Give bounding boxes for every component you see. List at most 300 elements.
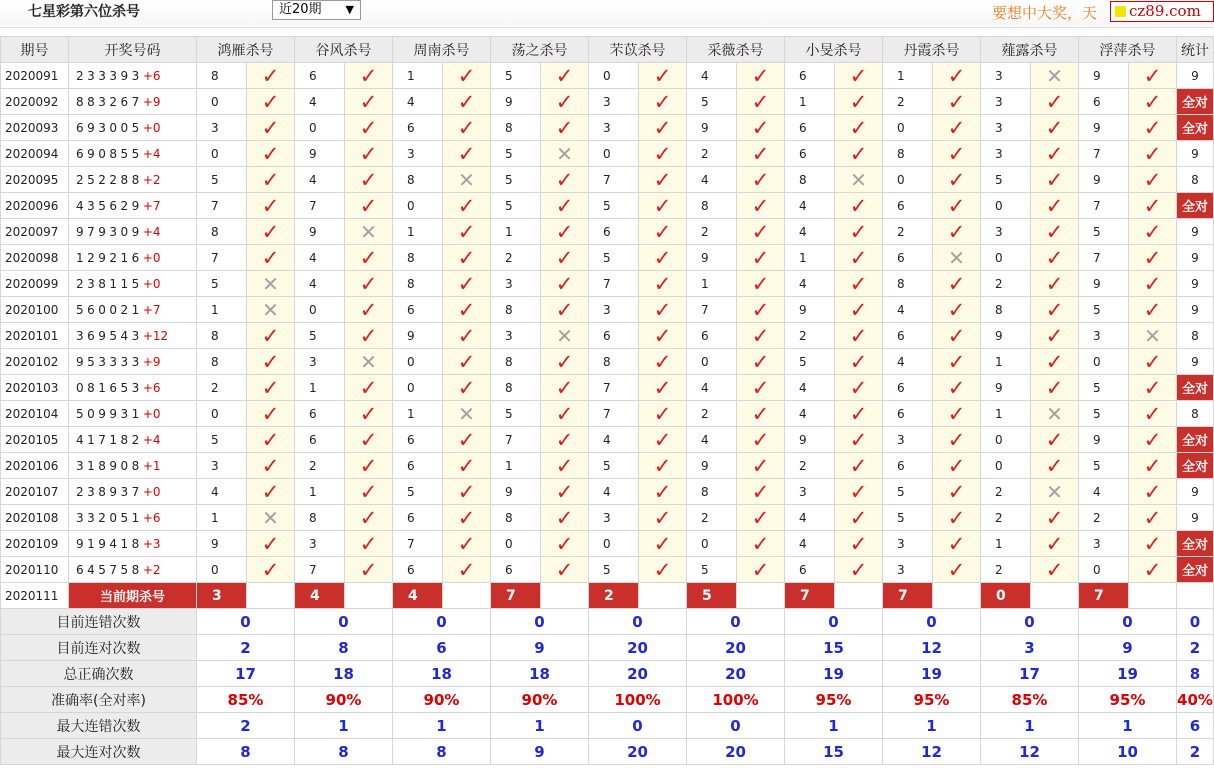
check-icon: ✓ bbox=[345, 505, 393, 531]
summary-label: 最大连错次数 bbox=[1, 713, 197, 739]
kill-value: 4 bbox=[687, 167, 737, 193]
col-header-expert: 周南杀号 bbox=[393, 37, 491, 63]
check-icon: ✓ bbox=[737, 193, 785, 219]
draw-numbers bbox=[69, 245, 197, 271]
check-icon: ✓ bbox=[639, 115, 687, 141]
summary-value: 0 bbox=[197, 609, 295, 635]
check-icon: ✓ bbox=[835, 323, 883, 349]
kill-value: 4 bbox=[687, 427, 737, 453]
draw-numbers bbox=[69, 479, 197, 505]
check-icon: ✓ bbox=[443, 531, 491, 557]
kill-value: 9 bbox=[1079, 63, 1129, 89]
check-icon: ✓ bbox=[1129, 427, 1177, 453]
draw-sum: +4 bbox=[142, 224, 161, 239]
summary-value: 20 bbox=[687, 739, 785, 765]
kill-value: 5 bbox=[1079, 297, 1129, 323]
summary-value: 85% bbox=[981, 687, 1079, 713]
summary-value: 17 bbox=[981, 661, 1079, 687]
check-icon: ✓ bbox=[639, 89, 687, 115]
col-header-expert: 小旻杀号 bbox=[785, 37, 883, 63]
table-row bbox=[1, 323, 1214, 349]
summary-row bbox=[1, 609, 1214, 635]
draw-digits: 238937 bbox=[76, 484, 143, 499]
draw-numbers bbox=[69, 531, 197, 557]
kill-value: 5 bbox=[981, 167, 1031, 193]
draw-numbers bbox=[69, 375, 197, 401]
summary-value: 0 bbox=[883, 609, 981, 635]
check-icon: ✓ bbox=[1129, 505, 1177, 531]
summary-value: 19 bbox=[883, 661, 981, 687]
cross-icon: ✕ bbox=[541, 141, 589, 167]
summary-row bbox=[1, 661, 1214, 687]
kill-value: 9 bbox=[1079, 167, 1129, 193]
kill-value: 5 bbox=[491, 193, 541, 219]
kill-value: 0 bbox=[393, 349, 443, 375]
kill-value: 8 bbox=[197, 63, 247, 89]
summary-value: 12 bbox=[981, 739, 1079, 765]
check-icon: ✓ bbox=[835, 297, 883, 323]
col-header-expert: 浮萍杀号 bbox=[1079, 37, 1177, 63]
kill-value: 5 bbox=[491, 167, 541, 193]
summary-label: 目前连错次数 bbox=[1, 609, 197, 635]
current-kill-spacer bbox=[247, 583, 295, 609]
check-icon: ✓ bbox=[639, 349, 687, 375]
check-icon: ✓ bbox=[247, 63, 295, 89]
check-icon: ✓ bbox=[247, 193, 295, 219]
check-icon: ✓ bbox=[1129, 531, 1177, 557]
kill-value: 7 bbox=[197, 245, 247, 271]
kill-value: 3 bbox=[589, 89, 639, 115]
kill-value: 2 bbox=[1079, 505, 1129, 531]
check-icon: ✓ bbox=[541, 427, 589, 453]
summary-value: 1 bbox=[393, 713, 491, 739]
summary-value: 9 bbox=[1079, 635, 1177, 661]
summary-stat-value: 2 bbox=[1177, 635, 1214, 661]
cross-icon: ✕ bbox=[247, 505, 295, 531]
kill-value: 2 bbox=[687, 401, 737, 427]
table-row bbox=[1, 505, 1214, 531]
table-row bbox=[1, 375, 1214, 401]
table-row bbox=[1, 427, 1214, 453]
current-kill-value: 7 bbox=[785, 583, 835, 609]
current-kill-value: 4 bbox=[295, 583, 345, 609]
summary-value: 19 bbox=[785, 661, 883, 687]
check-icon: ✓ bbox=[639, 63, 687, 89]
kill-value: 5 bbox=[197, 167, 247, 193]
kill-value: 3 bbox=[981, 141, 1031, 167]
kill-value: 0 bbox=[491, 531, 541, 557]
kill-value: 3 bbox=[785, 479, 835, 505]
kill-value: 3 bbox=[981, 63, 1031, 89]
check-icon: ✓ bbox=[1129, 141, 1177, 167]
kill-value: 4 bbox=[785, 375, 835, 401]
correct-count: 9 bbox=[1177, 505, 1214, 531]
check-icon: ✓ bbox=[443, 89, 491, 115]
issue-number: 2020103 bbox=[1, 375, 69, 401]
correct-count: 8 bbox=[1177, 167, 1214, 193]
kill-value: 3 bbox=[883, 427, 933, 453]
correct-count: 9 bbox=[1177, 479, 1214, 505]
draw-digits: 417182 bbox=[76, 432, 143, 447]
kill-value: 0 bbox=[883, 115, 933, 141]
kill-value: 4 bbox=[785, 505, 835, 531]
kill-value: 7 bbox=[197, 193, 247, 219]
summary-value: 0 bbox=[589, 713, 687, 739]
kill-value: 6 bbox=[687, 323, 737, 349]
kill-value: 0 bbox=[883, 167, 933, 193]
issue-number: 2020094 bbox=[1, 141, 69, 167]
check-icon: ✓ bbox=[835, 557, 883, 583]
check-icon: ✓ bbox=[1031, 375, 1079, 401]
summary-value: 3 bbox=[981, 635, 1079, 661]
kill-value: 2 bbox=[981, 271, 1031, 297]
kill-value: 2 bbox=[785, 323, 835, 349]
check-icon: ✓ bbox=[933, 219, 981, 245]
check-icon: ✓ bbox=[1129, 63, 1177, 89]
check-icon: ✓ bbox=[541, 505, 589, 531]
issue-number: 2020091 bbox=[1, 63, 69, 89]
draw-digits: 318908 bbox=[76, 458, 143, 473]
draw-sum: +6 bbox=[142, 380, 161, 395]
check-icon: ✓ bbox=[345, 245, 393, 271]
check-icon: ✓ bbox=[639, 245, 687, 271]
kill-value: 6 bbox=[393, 427, 443, 453]
table-row bbox=[1, 89, 1214, 115]
check-icon: ✓ bbox=[639, 531, 687, 557]
kill-value: 8 bbox=[295, 505, 345, 531]
kill-value: 2 bbox=[295, 453, 345, 479]
draw-sum: +0 bbox=[142, 120, 161, 135]
site-badge[interactable] bbox=[1110, 1, 1214, 22]
summary-value: 0 bbox=[491, 609, 589, 635]
kill-value: 7 bbox=[393, 531, 443, 557]
kill-value: 5 bbox=[295, 323, 345, 349]
check-icon: ✓ bbox=[639, 453, 687, 479]
kill-value: 1 bbox=[687, 271, 737, 297]
summary-value: 0 bbox=[687, 713, 785, 739]
current-kill-spacer bbox=[345, 583, 393, 609]
kill-value: 4 bbox=[785, 531, 835, 557]
kill-value: 2 bbox=[883, 89, 933, 115]
check-icon: ✓ bbox=[345, 557, 393, 583]
check-icon: ✓ bbox=[737, 245, 785, 271]
kill-value: 8 bbox=[491, 115, 541, 141]
check-icon: ✓ bbox=[541, 167, 589, 193]
kill-value: 1 bbox=[393, 219, 443, 245]
check-icon: ✓ bbox=[541, 271, 589, 297]
draw-digits: 509931 bbox=[76, 406, 143, 421]
kill-value: 8 bbox=[393, 245, 443, 271]
summary-value: 95% bbox=[1079, 687, 1177, 713]
check-icon: ✓ bbox=[933, 167, 981, 193]
check-icon: ✓ bbox=[443, 349, 491, 375]
kill-value: 4 bbox=[785, 193, 835, 219]
current-kill-value: 7 bbox=[883, 583, 933, 609]
check-icon: ✓ bbox=[933, 297, 981, 323]
issue-number: 2020106 bbox=[1, 453, 69, 479]
kill-value: 2 bbox=[687, 219, 737, 245]
kill-value: 1 bbox=[491, 453, 541, 479]
kill-value: 2 bbox=[981, 505, 1031, 531]
site-name: cz89.com bbox=[1129, 2, 1201, 20]
kill-value: 1 bbox=[981, 531, 1031, 557]
summary-row bbox=[1, 687, 1214, 713]
summary-value: 0 bbox=[981, 609, 1079, 635]
kill-value: 7 bbox=[589, 401, 639, 427]
kill-value: 5 bbox=[785, 349, 835, 375]
check-icon: ✓ bbox=[345, 531, 393, 557]
check-icon: ✓ bbox=[737, 115, 785, 141]
kill-value: 5 bbox=[687, 557, 737, 583]
kill-value: 8 bbox=[491, 349, 541, 375]
current-kill-label: 当前期杀号 bbox=[69, 583, 197, 609]
check-icon: ✓ bbox=[737, 505, 785, 531]
check-icon: ✓ bbox=[247, 531, 295, 557]
col-header-draw: 开奖号码 bbox=[69, 37, 197, 63]
check-icon: ✓ bbox=[933, 453, 981, 479]
check-icon: ✓ bbox=[1031, 505, 1079, 531]
issue-number: 2020109 bbox=[1, 531, 69, 557]
draw-sum: +7 bbox=[142, 302, 161, 317]
cross-icon: ✕ bbox=[247, 271, 295, 297]
draw-digits: 883267 bbox=[76, 94, 143, 109]
check-icon: ✓ bbox=[933, 323, 981, 349]
check-icon: ✓ bbox=[737, 297, 785, 323]
check-icon: ✓ bbox=[1031, 531, 1079, 557]
check-icon: ✓ bbox=[639, 219, 687, 245]
check-icon: ✓ bbox=[345, 323, 393, 349]
kill-value: 4 bbox=[883, 349, 933, 375]
summary-value: 0 bbox=[393, 609, 491, 635]
current-kill-value: 7 bbox=[1079, 583, 1129, 609]
kill-value: 6 bbox=[393, 297, 443, 323]
cross-icon: ✕ bbox=[933, 245, 981, 271]
check-icon: ✓ bbox=[443, 115, 491, 141]
check-icon: ✓ bbox=[933, 557, 981, 583]
kill-value: 0 bbox=[197, 89, 247, 115]
check-icon: ✓ bbox=[345, 115, 393, 141]
kill-value: 9 bbox=[295, 219, 345, 245]
check-icon: ✓ bbox=[835, 427, 883, 453]
cross-icon: ✕ bbox=[443, 167, 491, 193]
draw-sum: +2 bbox=[142, 562, 161, 577]
check-icon: ✓ bbox=[639, 193, 687, 219]
kill-value: 3 bbox=[1079, 323, 1129, 349]
check-icon: ✓ bbox=[345, 141, 393, 167]
kill-value: 9 bbox=[1079, 115, 1129, 141]
cross-icon: ✕ bbox=[345, 349, 393, 375]
summary-value: 90% bbox=[393, 687, 491, 713]
draw-digits: 435629 bbox=[76, 198, 143, 213]
summary-value: 95% bbox=[785, 687, 883, 713]
check-icon: ✓ bbox=[443, 427, 491, 453]
kill-value: 0 bbox=[1079, 557, 1129, 583]
draw-sum: +6 bbox=[142, 510, 161, 525]
cross-icon: ✕ bbox=[443, 401, 491, 427]
summary-stat-value: 8 bbox=[1177, 661, 1214, 687]
check-icon: ✓ bbox=[541, 531, 589, 557]
kill-value: 3 bbox=[393, 141, 443, 167]
check-icon: ✓ bbox=[639, 401, 687, 427]
col-header-expert: 谷风杀号 bbox=[295, 37, 393, 63]
all-correct-badge: 全对 bbox=[1177, 89, 1214, 115]
check-icon: ✓ bbox=[247, 479, 295, 505]
kill-value: 6 bbox=[883, 245, 933, 271]
kill-value: 6 bbox=[883, 453, 933, 479]
kill-value: 0 bbox=[197, 401, 247, 427]
issue-number: 2020105 bbox=[1, 427, 69, 453]
period-select[interactable] bbox=[272, 0, 361, 20]
kill-value: 5 bbox=[1079, 375, 1129, 401]
current-kill-spacer bbox=[1129, 583, 1177, 609]
cross-icon: ✕ bbox=[345, 219, 393, 245]
check-icon: ✓ bbox=[345, 375, 393, 401]
table-row bbox=[1, 193, 1214, 219]
check-icon: ✓ bbox=[737, 453, 785, 479]
check-icon: ✓ bbox=[1031, 453, 1079, 479]
check-icon: ✓ bbox=[835, 479, 883, 505]
kill-value: 7 bbox=[589, 167, 639, 193]
check-icon: ✓ bbox=[247, 453, 295, 479]
col-header-expert: 采薇杀号 bbox=[687, 37, 785, 63]
kill-value: 3 bbox=[589, 115, 639, 141]
kill-value: 6 bbox=[883, 323, 933, 349]
kill-value: 2 bbox=[785, 453, 835, 479]
kill-value: 8 bbox=[197, 219, 247, 245]
issue-number: 2020110 bbox=[1, 557, 69, 583]
draw-numbers bbox=[69, 349, 197, 375]
check-icon: ✓ bbox=[1129, 245, 1177, 271]
kill-value: 2 bbox=[687, 141, 737, 167]
check-icon: ✓ bbox=[541, 219, 589, 245]
kill-value: 9 bbox=[1079, 271, 1129, 297]
correct-count: 8 bbox=[1177, 401, 1214, 427]
summary-value: 15 bbox=[785, 635, 883, 661]
check-icon: ✓ bbox=[443, 375, 491, 401]
check-icon: ✓ bbox=[345, 479, 393, 505]
check-icon: ✓ bbox=[541, 401, 589, 427]
draw-sum: +4 bbox=[142, 146, 161, 161]
kill-value: 5 bbox=[589, 245, 639, 271]
kill-value: 5 bbox=[197, 271, 247, 297]
check-icon: ✓ bbox=[835, 193, 883, 219]
summary-value: 20 bbox=[589, 739, 687, 765]
current-kill-spacer bbox=[737, 583, 785, 609]
check-icon: ✓ bbox=[247, 167, 295, 193]
summary-row bbox=[1, 635, 1214, 661]
check-icon: ✓ bbox=[541, 63, 589, 89]
summary-value: 1 bbox=[1079, 713, 1177, 739]
kill-value: 8 bbox=[687, 193, 737, 219]
correct-count: 9 bbox=[1177, 219, 1214, 245]
check-icon: ✓ bbox=[639, 167, 687, 193]
current-kill-spacer bbox=[933, 583, 981, 609]
check-icon: ✓ bbox=[443, 557, 491, 583]
kill-value: 8 bbox=[687, 479, 737, 505]
check-icon: ✓ bbox=[639, 271, 687, 297]
current-kill-value: 5 bbox=[687, 583, 737, 609]
kill-value: 0 bbox=[295, 297, 345, 323]
check-icon: ✓ bbox=[933, 505, 981, 531]
table-header-row bbox=[1, 37, 1214, 63]
current-kill-spacer bbox=[1031, 583, 1079, 609]
summary-value: 18 bbox=[295, 661, 393, 687]
issue-number: 2020096 bbox=[1, 193, 69, 219]
kill-value: 3 bbox=[491, 271, 541, 297]
kill-value: 1 bbox=[197, 505, 247, 531]
check-icon: ✓ bbox=[443, 453, 491, 479]
check-icon: ✓ bbox=[541, 115, 589, 141]
kill-value: 6 bbox=[589, 219, 639, 245]
all-correct-badge: 全对 bbox=[1177, 531, 1214, 557]
kill-value: 8 bbox=[785, 167, 835, 193]
kill-value: 1 bbox=[491, 219, 541, 245]
kill-value: 4 bbox=[785, 271, 835, 297]
kill-value: 3 bbox=[981, 219, 1031, 245]
kill-value: 6 bbox=[393, 453, 443, 479]
kill-value: 6 bbox=[295, 401, 345, 427]
check-icon: ✓ bbox=[541, 453, 589, 479]
current-kill-spacer bbox=[443, 583, 491, 609]
check-icon: ✓ bbox=[737, 219, 785, 245]
summary-row bbox=[1, 739, 1214, 765]
current-period-row bbox=[1, 583, 1214, 609]
kill-value: 4 bbox=[687, 63, 737, 89]
cross-icon: ✕ bbox=[835, 167, 883, 193]
check-icon: ✓ bbox=[737, 63, 785, 89]
draw-digits: 369543 bbox=[76, 328, 143, 343]
summary-value: 20 bbox=[589, 661, 687, 687]
table-row bbox=[1, 219, 1214, 245]
current-kill-spacer bbox=[541, 583, 589, 609]
logo-square-icon bbox=[1115, 6, 1126, 17]
check-icon: ✓ bbox=[1129, 375, 1177, 401]
kill-value: 5 bbox=[393, 479, 443, 505]
check-icon: ✓ bbox=[639, 427, 687, 453]
kill-value: 5 bbox=[687, 89, 737, 115]
check-icon: ✓ bbox=[835, 271, 883, 297]
check-icon: ✓ bbox=[1129, 219, 1177, 245]
kill-value: 6 bbox=[295, 63, 345, 89]
issue-number: 2020102 bbox=[1, 349, 69, 375]
kill-value: 7 bbox=[589, 375, 639, 401]
kill-value: 9 bbox=[687, 453, 737, 479]
kill-value: 9 bbox=[1079, 427, 1129, 453]
summary-value: 0 bbox=[295, 609, 393, 635]
kill-value: 8 bbox=[491, 505, 541, 531]
check-icon: ✓ bbox=[1031, 427, 1079, 453]
check-icon: ✓ bbox=[1031, 167, 1079, 193]
check-icon: ✓ bbox=[737, 557, 785, 583]
kill-value: 6 bbox=[1079, 89, 1129, 115]
kill-value: 1 bbox=[295, 375, 345, 401]
col-header-issue: 期号 bbox=[1, 37, 69, 63]
draw-digits: 238115 bbox=[76, 276, 143, 291]
check-icon: ✓ bbox=[835, 531, 883, 557]
draw-numbers bbox=[69, 297, 197, 323]
check-icon: ✓ bbox=[247, 219, 295, 245]
check-icon: ✓ bbox=[639, 323, 687, 349]
kill-value: 9 bbox=[981, 323, 1031, 349]
kill-value: 3 bbox=[197, 453, 247, 479]
summary-value: 90% bbox=[295, 687, 393, 713]
kill-value: 6 bbox=[785, 63, 835, 89]
check-icon: ✓ bbox=[1129, 271, 1177, 297]
summary-label: 最大连对次数 bbox=[1, 739, 197, 765]
col-header-expert: 荡之杀号 bbox=[491, 37, 589, 63]
kill-value: 4 bbox=[785, 401, 835, 427]
kill-value: 3 bbox=[589, 505, 639, 531]
